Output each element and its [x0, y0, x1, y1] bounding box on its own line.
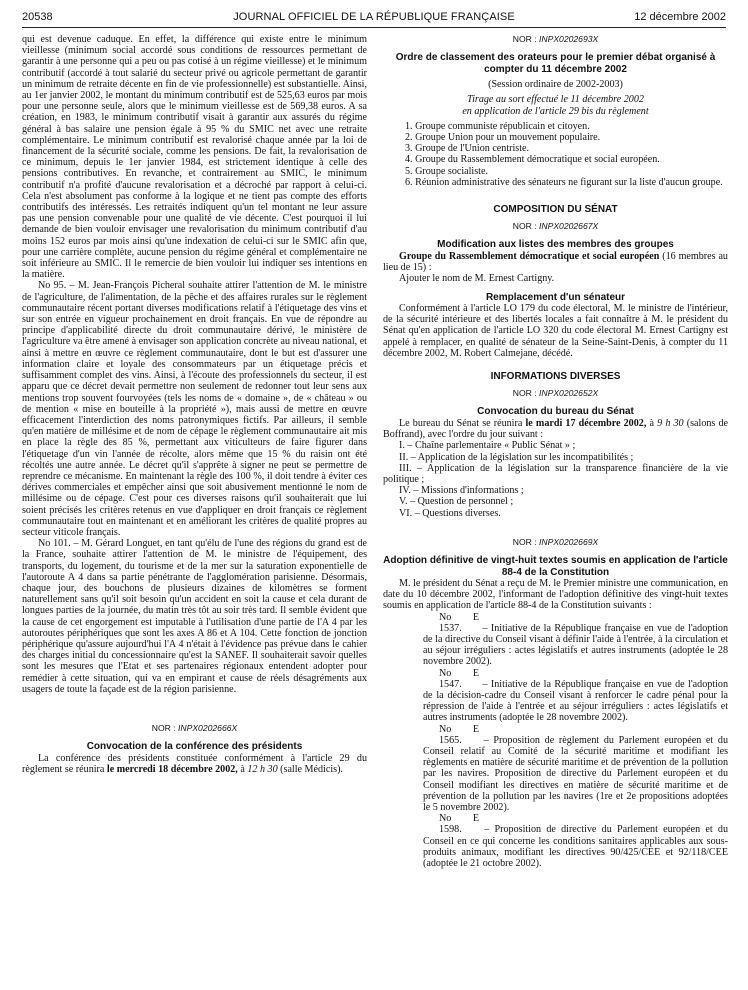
subsection-heading: Modification aux listes des membres des groupes	[437, 239, 674, 251]
list-item: 3. Groupe de l'Union centriste.	[405, 143, 530, 155]
section-heading: COMPOSITION DU SÉNAT	[493, 204, 618, 216]
session-line: (Session ordinaire de 2002-2003)	[488, 79, 623, 91]
list-item: No E 1565. – Proposition de règlement du Parlement européen et du Conseil relatif au Comité de la sécurité maritime et modifiant les règlements en matière de sécurité maritime et de prévention de la pollution par les navires. Proposition de directive du Parlement européen et du Conseil modifiant les directives en matière de sécurité maritime et de prévention de la pollution par les navires (1re et 2e propositions adoptées le 5 novembre 2002).	[423, 723, 728, 814]
section-heading: INFORMATIONS DIVERSES	[490, 371, 621, 383]
ajouter-line: Ajouter le nom de M. Ernest Cartigny.	[399, 273, 555, 285]
conference-text: La conférence des présidents constituée conformément à l'article 29 du règlement se réunira le mercredi 18 décembre 2002, à 12 h 30 (salle Médicis).	[22, 752, 367, 775]
question-95: No 95. – M. Jean-François Picheral souhaite attirer l'attention de M. le ministre de l'agriculture, de l'alimentation, de la pêche et des affaires rurales sur le règlement communautaire récent portant diverses modifications relatif à l'étiquetage des vins et sur son entrée en vigueur prochainement en droit français. En vue de répondre au principe d'applicabilité directe du droit communautaire dérivé, le ministère de l'agriculture va être amené à envisager son application concrète au niveau national, et ainsi à mettre en œuvre ce règlement communautaire, dont le but est d'assurer une information claire et loyale des consommateurs par un étiquetage précis et suffisamment complet des vins. Ainsi, à l'écoute des professionnels du secteur, il est apparu que ce décret devait permettre non seulement de redonner tout leur sens aux mentions trop souvent fourvoyées (tels les noms de « domaine », de « château » ou de mention « mise en bouteille à la propriété »), mais aussi de mettre en œuvre efficacement l'interdiction des noms patronymiques fictifs. Par ailleurs, il semble qu'en matière de millésime et de nom de cépage le règlement communautaire ait mis en place la règle des 85 %, permettant aux viticulteurs de faire figurer dans l'étiquetage d'un vin l'année de récolte, alors même que 15 % du raisin ont été récoltés une autre année. Le décret qu'il s'apprête à signer ne peut se permettre de reprendre ce mécanisme. En maintenant la règle des 100 %, il doit tendre à éviter ces dérives commerciales et empêcher ainsi que soit abusivement mentionné le nom de millésime ou de cépage. C'est pour ces diverses raisons qu'il souhaiterait que lui soient précisés les critères retenus en vue d'appliquer en droit français ce règlement communautaire tout en maintenant et en améliorant les critères de qualité propres au secteur viticole français.	[22, 280, 367, 538]
list-item: No E 1537. – Initiative de la République française en vue de l'adoption de la directive du Conseil visant à définir l'aide à l'entrée, à la circulation et au séjour irréguliers : actes législatifs et autres instruments (adoptée le 28 novembre 2002).	[423, 611, 728, 668]
list-item: II. – Application de la législation sur les incompatibilités ;	[399, 451, 634, 463]
agenda-list	[383, 440, 728, 518]
list-item: VI. – Questions diverses.	[399, 507, 501, 519]
question-101: No 101. – M. Gérard Longuet, en tant qu'élu de l'une des régions du grand est de la France, souhaite attirer l'attention de M. le ministre de l'équipement, des transports, du logement, du tourisme et de la mer sur la saturation exponentielle de l'autoroute A 4 dans sa partie pénétrante de l'agglomération parisienne. Désormais, chaque jour, des bouchons de plusieurs dizaines de kilomètres se forment naturellement sans qu'il soit besoin qu'un accident en soit la cause et cela durant de longues parties de la journée, du matin très tôt au soir très tard. Il semble évident que la cause de cet engorgement est imputable à l'utilisation d'une partie de l'A 4 par les autoroutes périphériques que sont les axes A 86 et A 104. Cette fonction de jonction périphérique qu'assure aujourd'hui l'A 4 n'était à l'évidence pas prévue dans le cahier des charges initial du concessionnaire qu'est la SANEF. Il souhaiterait savoir quelles sont les mesures que l'Etat et ses partenaires régionaux entendent adopter pour remédier à cette situation, qui va en empirant et cause de réels désagréments aux usagers de toute la façade est de la région parisienne.	[22, 538, 367, 695]
group-list	[383, 121, 728, 188]
question-continuation: qui est devenue caduque. En effet, la différence qui existe entre le minimum vieillesse (minimum social accordé sous conditions de ressources permettant de garantir à une personne qui a peu ou pas cotisé à un régime vieillesse) et le minimum contributif (accordé à tout salarié du secteur privé ou agricole permettant de garantir un minimum de retraite décente en fin de vie professionnelle) est substantielle. Ainsi, au 1er janvier 2002, le montant du minimum contributif est de 525,63 euros par mois pour une personne seule, alors que le minimum vieillesse est de 569,38 euros. A sa création, en 1983, le minimum contributif visait à garantir aux assurés du régime général à bas salaire une pension égale à 95 % du SMIC net avec une retraite complémentaire. Le minimum contributif est revalorisé chaque année par la loi de financement de la sécurité sociale, comme les pensions. De fait, la revalorisation de ce minimum, depuis le 1er janvier 1984, est strictement identique à celle des pensions contributives. En revanche, et contrairement au SMIC, le minimum contributif n'a profité d'aucune revalorisation et a décroché par rapport à celui-ci. Cela n'est absolument pas conforme à la logique et ne tient pas compte des efforts contributifs des intéressés. Les retraités indiquent qu'un tel montant ne leur assure pas une pension convenable pour une qualité de vie décente. C'est pourquoi il lui demande de bien vouloir envisager une revalorisation du minimum contributif d'au moins 152 euros par mois ainsi qu'une indexation de celui-ci sur le SMIC afin que, pour une carrière complète, aucune pension du régime général et complémentaire ne soit inférieure au SMIC. Il le remercie de bien vouloir lui indiquer ses intentions en la matière.	[22, 34, 367, 281]
list-item: 4. Groupe du Rassemblement démocratique et social européen.	[405, 154, 660, 166]
page-number: 20538	[22, 11, 53, 23]
tirage-line-2: en application de l'article 29 bis du règlement	[462, 105, 649, 117]
subsection-heading: Adoption définitive de vingt-huit textes soumis en application de l'article 88-4 de la Constitution	[383, 555, 728, 578]
right-column	[383, 34, 728, 869]
nor-reference: NOR : INPX0202652X	[512, 388, 599, 399]
nor-reference: NOR : INPX0202669X	[512, 536, 599, 547]
section-heading: Convocation de la conférence des présidents	[86, 741, 303, 753]
group-line: Groupe du Rassemblement démocratique et social européen (16 membres au lieu de 15) :	[383, 250, 728, 274]
list-item: 1. Groupe communiste républicain et citoyen.	[405, 120, 590, 132]
list-item: III. – Application de la législation sur la transparence financière de la vie politique ;	[383, 462, 728, 485]
list-item: 2. Groupe Union pour un mouvement populaire.	[405, 132, 601, 144]
list-item: IV. – Missions d'informations ;	[399, 485, 524, 497]
nor-reference: NOR : INPX0202667X	[512, 221, 599, 232]
header-rule	[22, 27, 726, 28]
subsection-heading: Remplacement d'un sénateur	[485, 291, 626, 303]
list-item: 6. Réunion administrative des sénateurs ne figurant sur la liste d'aucun groupe.	[405, 176, 723, 188]
entry-list	[383, 612, 728, 870]
list-item: I. – Chaîne parlementaire « Public Sénat » ;	[399, 440, 576, 452]
list-item: V. – Question de personnel ;	[399, 496, 514, 508]
issue-date: 12 décembre 2002	[634, 11, 726, 23]
list-item: No E 1598. – Proposition de directive du Parlement européen et du Conseil en ce qui concerne les conditions sanitaires applicables aux sous-produits animaux, modifiant les directives 90/425/CEE et 92/118/CEE (adoptée le 21 octobre 2002).	[423, 813, 728, 870]
list-item: No E 1547. – Initiative de la République française en vue de l'adoption de la décision-cadre du Conseil visant à renforcer le cadre pénal pour la répression de l'aide à l'entrée et au séjour irréguliers : actes législatifs et autres instruments (adoptée le 28 novembre 2002).	[423, 667, 728, 724]
nor-reference: NOR : INPX0202693X	[512, 34, 599, 44]
order-heading: Ordre de classement des orateurs pour le premier débat organisé à compter du 11 décembre 2002	[395, 52, 716, 75]
adoption-intro: M. le président du Sénat a reçu de M. le Premier ministre une communication, en date du 10 décembre 2002, l'informant de l'adoption définitive des vingt-huit textes soumis en application de l'article 88-4 de la Constitution suivants :	[383, 578, 728, 612]
nor-reference: NOR : INPX0202666X	[151, 722, 238, 733]
tirage-line-1: Tirage au sort effectué le 11 décembre 2002	[467, 94, 644, 106]
list-item: 5. Groupe socialiste.	[405, 165, 488, 177]
replacement-text: Conformément à l'article LO 179 du code électoral, M. le ministre de l'intérieur, de la sécurité intérieure et des libertés locales a fait connaître à M. le président du Sénat qu'en application de l'article LO 320 du code électoral M. Ernest Cartigny est appelé à remplacer, en qualité de sénateur de la Seine-Saint-Denis, à compter du 11 décembre 2002, M. Robert Calmejane, décédé.	[383, 303, 728, 359]
journal-title: JOURNAL OFFICIEL DE LA RÉPUBLIQUE FRANÇAISE	[233, 11, 515, 23]
bureau-text: Le bureau du Sénat se réunira le mardi 17 décembre 2002, à 9 h 30 (salons de Boffrand), avec l'ordre du jour suivant :	[383, 417, 729, 441]
left-column	[22, 34, 367, 775]
subsection-heading: Convocation du bureau du Sénat	[477, 406, 634, 418]
